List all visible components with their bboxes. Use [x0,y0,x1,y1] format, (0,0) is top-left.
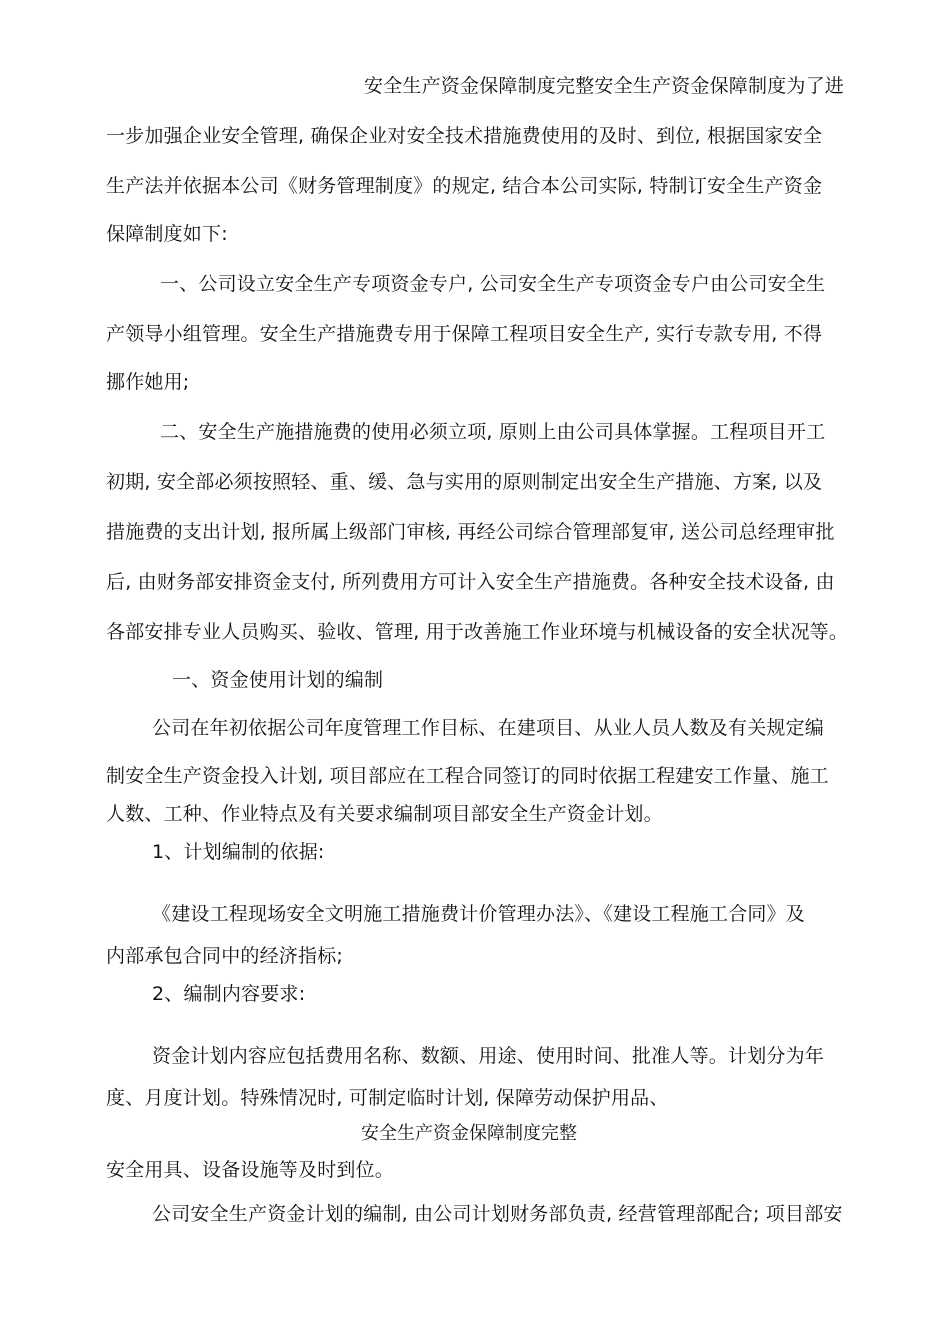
text-line-2: 一步加强企业安全管理, 确保企业对安全技术措施费使用的及时、到位, 根据国家安全 [106,125,823,147]
text-line-7: 挪作她用; [106,371,190,393]
text-line-9: 初期, 安全部必须按照轻、重、缓、急与实用的原则制定出安全生产措施、方案, 以及 [106,471,823,493]
text-line-10: 措施费的支出计划, 报所属上级部门审核, 再经公司综合管理部复审, 送公司总经理审批 [106,521,835,543]
text-line-3: 生产法并依据本公司《财务管理制度》的规定, 结合本公司实际, 特制订安全生产资金 [106,175,823,197]
text-line-11: 后, 由财务部安排资金支付, 所列费用方可计入安全生产措施费。各种安全技术设备, 由 [106,571,835,593]
text-line-8: 二、安全生产施措施费的使用必须立项, 原则上由公司具体掌握。工程项目开工 [160,421,826,443]
text-line-5: 一、公司设立安全生产专项资金专户, 公司安全生产专项资金专户由公司安全生 [160,273,826,295]
section-heading: 一、资金使用计划的编制 [172,669,384,691]
text-line-14: 公司在年初依据公司年度管理工作目标、在建项目、从业人员人数及有关规定编 [152,717,825,739]
subheading-2: 2、编制内容要求: [152,983,306,1005]
text-line-24: 公司安全生产资金计划的编制, 由公司计划财务部负责, 经营管理部配合; 项目部安 [152,1203,843,1225]
text-line-1: 安全生产资金保障制度完整安全生产资金保障制度为了进 [364,75,845,97]
text-line-22: 度、月度计划。特殊情况时, 可制定临时计划, 保障劳动保护用品、 [106,1087,669,1109]
text-line-15: 制安全生产资金投入计划, 项目部应在工程合同签订的同时依据工程建安工作量、施工 [106,765,829,787]
text-line-12: 各部安排专业人员购买、验收、管理, 用于改善施工作业环境与机械设备的安全状况等。 [106,621,849,643]
text-line-23: 安全用具、设备设施等及时到位。 [106,1159,395,1181]
text-line-21: 资金计划内容应包括费用名称、数额、用途、使用时间、批准人等。计划分为年 [152,1045,825,1067]
text-line-16: 人数、工种、作业特点及有关要求编制项目部安全生产资金计划。 [106,803,663,825]
page-footer: 安全生产资金保障制度完整 [361,1123,577,1144]
text-line-4: 保障制度如下: [106,223,228,245]
text-line-18: 《建设工程现场安全文明施工措施费计价管理办法》、《建设工程施工合同》及 [152,903,806,925]
subheading-1: 1、计划编制的依据: [152,841,325,863]
text-line-6: 产领导小组管理。安全生产措施费专用于保障工程项目安全生产, 实行专款专用, 不得 [106,323,823,345]
text-line-19: 内部承包合同中的经济指标; [106,945,344,967]
